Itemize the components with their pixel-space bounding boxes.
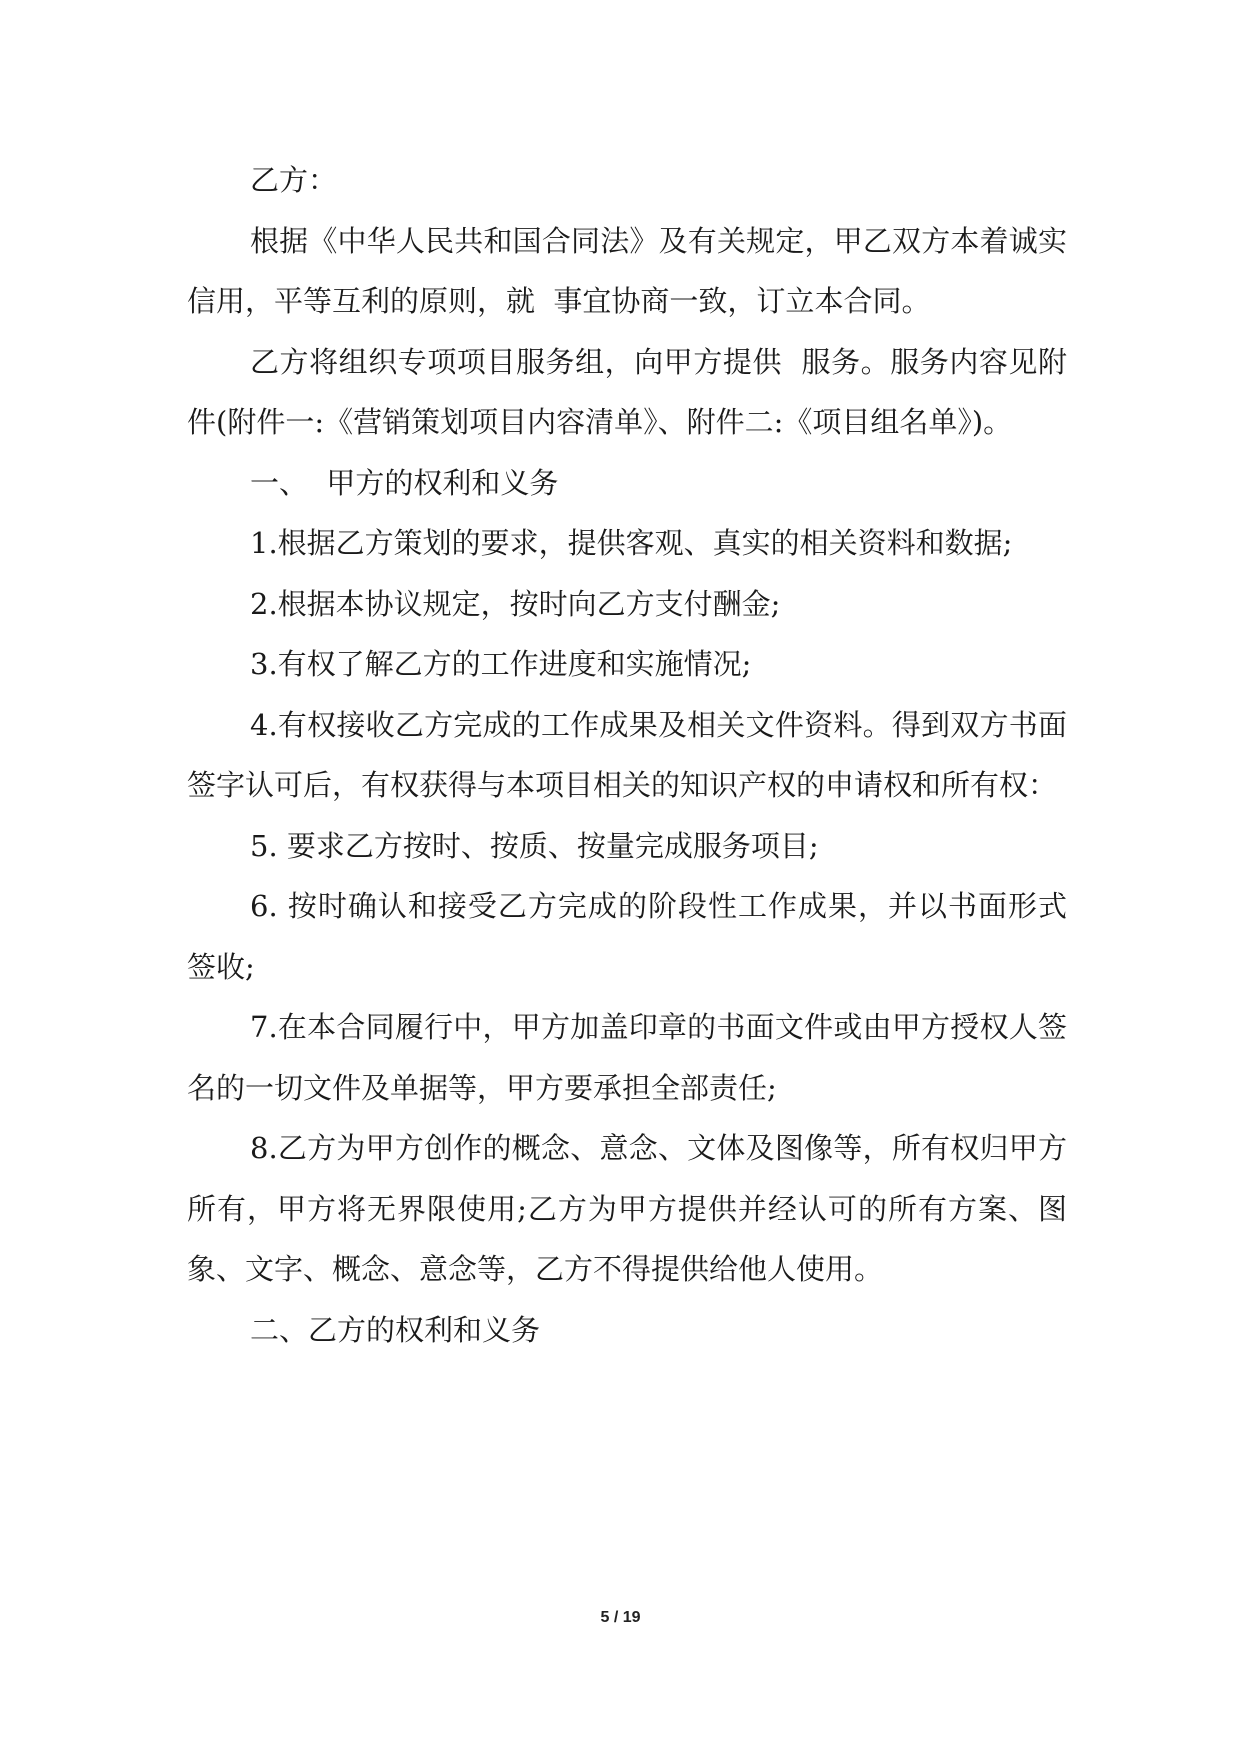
clause-a-2: 2.根据本协议规定，按时向乙方支付酬金; [250, 586, 781, 621]
clause-a-4: 4.有权接收乙方完成的工作成果及相关文件资料。得到双方书面签字认可后，有权获得与本项目相关的知识产权的申请权和所有权： [187, 707, 1067, 802]
preamble-paragraph: 根据《中华人民共和国合同法》及有关规定，甲乙双方本着诚实信用，平等互利的原则，就 事宜协商一致，订立本合同。 [187, 223, 1067, 318]
clause-a-5: 5. 要求乙方按时、按质、按量完成服务项目; [250, 828, 819, 863]
page-number: 5 / 19 [600, 1609, 641, 1626]
clause-a-3: 3.有权了解乙方的工作进度和实施情况; [250, 647, 752, 681]
party-b-label: 乙方： [250, 163, 338, 197]
clause-a-1: 1.根据乙方策划的要求，提供客观、真实的相关资料和数据; [250, 526, 1013, 560]
section-heading-party-a: 一、 甲方的权利和义务 [250, 465, 559, 500]
document-body [187, 150, 1067, 1360]
clause-a-6: 6. 按时确认和接受乙方完成的阶段性工作成果，并以书面形式签收; [187, 889, 1067, 984]
service-scope-paragraph: 乙方将组织专项项目服务组，向甲方提供 服务。服务内容见附件(附件一:《营销策划项目内容清单》、附件二:《项目组名单》)。 [187, 344, 1067, 439]
clause-a-7: 7.在本合同履行中，甲方加盖印章的书面文件或由甲方授权人签名的一切文件及单据等，甲方要承担全部责任; [187, 1010, 1067, 1105]
clause-a-8: 8.乙方为甲方创作的概念、意念、文体及图像等，所有权归甲方所有，甲方将无界限使用;乙方为甲方提供并经认可的所有方案、图象、文字、概念、意念等，乙方不得提供给他人使用。 [187, 1131, 1067, 1286]
section-heading-party-b: 二、乙方的权利和义务 [250, 1312, 541, 1347]
